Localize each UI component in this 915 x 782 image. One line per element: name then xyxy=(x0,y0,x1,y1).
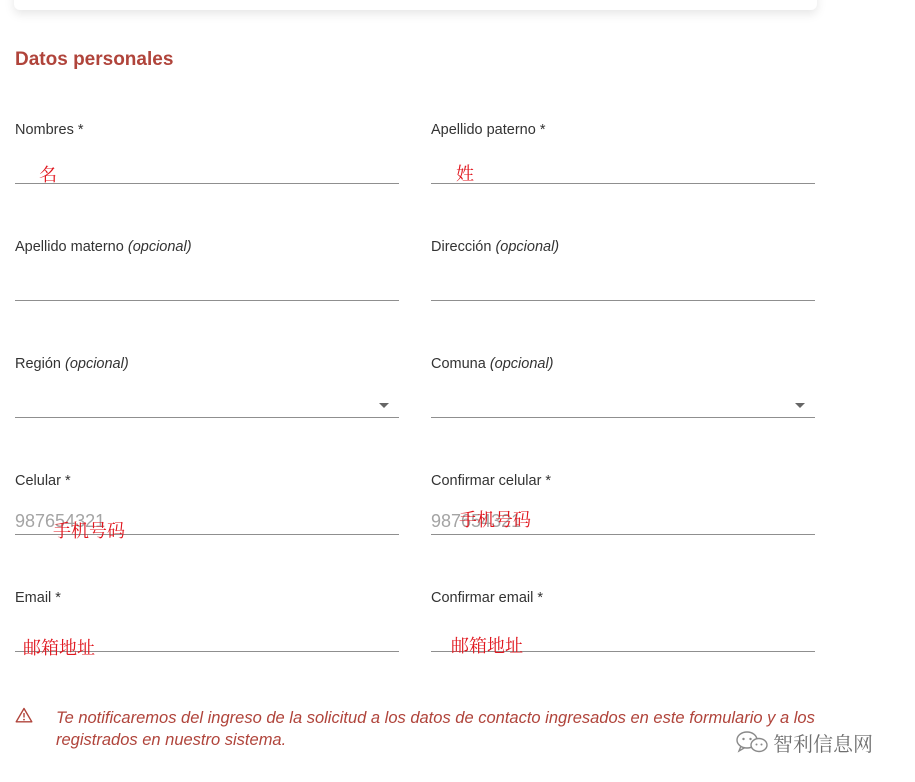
apellido-paterno-label: Apellido paterno * xyxy=(431,122,546,138)
confirmar-celular-field xyxy=(431,473,815,543)
celular-input[interactable] xyxy=(15,509,399,535)
nombres-label: Nombres * xyxy=(15,122,84,138)
direccion-label-text: Dirección xyxy=(431,239,492,255)
watermark xyxy=(735,729,873,755)
optional-tag: (opcional) xyxy=(64,356,129,372)
celular-annotation: 手机号码 xyxy=(53,521,125,542)
wechat-icon xyxy=(735,730,769,754)
apellido-paterno-field xyxy=(431,122,815,192)
chevron-down-icon[interactable] xyxy=(379,403,389,408)
watermark-text: 智利信息网 xyxy=(773,731,873,756)
apellido-materno-label-text: Apellido materno xyxy=(15,239,124,255)
nombres-annotation: 名 xyxy=(39,165,57,186)
direccion-label xyxy=(431,239,559,255)
region-field xyxy=(15,356,399,426)
warning-icon xyxy=(15,707,33,723)
email-annotation: 邮箱地址 xyxy=(23,638,95,659)
direccion-input[interactable] xyxy=(431,275,815,301)
comuna-select[interactable] xyxy=(431,392,815,418)
confirmar-celular-annotation: 手机号码 xyxy=(459,510,531,531)
section-title: Datos personales xyxy=(15,49,174,70)
nombres-field xyxy=(15,122,399,192)
confirmar-celular-label: Confirmar celular * xyxy=(431,473,552,489)
direccion-field xyxy=(431,239,815,309)
email-field xyxy=(15,590,399,660)
region-label-text: Región xyxy=(15,356,61,372)
comuna-field xyxy=(431,356,815,426)
apellido-paterno-input[interactable] xyxy=(431,158,815,184)
nombres-input[interactable] xyxy=(15,158,399,184)
optional-tag: (opcional) xyxy=(127,239,192,255)
comuna-label xyxy=(431,356,554,372)
confirmar-email-input[interactable] xyxy=(431,626,815,652)
region-label xyxy=(15,356,129,372)
confirmar-celular-input[interactable] xyxy=(431,509,815,535)
optional-tag: (opcional) xyxy=(495,239,560,255)
apellido-materno-input[interactable] xyxy=(15,275,399,301)
apellido-paterno-annotation: 姓 xyxy=(456,164,474,185)
optional-tag: (opcional) xyxy=(489,356,554,372)
email-label: Email * xyxy=(15,590,61,606)
notice-text: Te notificaremos del ingreso de la solicitud a los datos de contacto ingresados en este formulario y a los registrados en nuestro sistema. xyxy=(56,709,815,749)
celular-label: Celular * xyxy=(15,473,71,489)
top-card-shadow xyxy=(14,0,817,10)
apellido-materno-label xyxy=(15,239,192,255)
apellido-materno-field xyxy=(15,239,399,309)
celular-field xyxy=(15,473,399,543)
email-input[interactable] xyxy=(15,626,399,652)
confirmar-email-annotation: 邮箱地址 xyxy=(451,636,523,657)
region-select[interactable] xyxy=(15,392,399,418)
chevron-down-icon[interactable] xyxy=(795,403,805,408)
confirmar-email-label: Confirmar email * xyxy=(431,590,543,606)
comuna-label-text: Comuna xyxy=(431,356,486,372)
confirmar-email-field xyxy=(431,590,815,660)
